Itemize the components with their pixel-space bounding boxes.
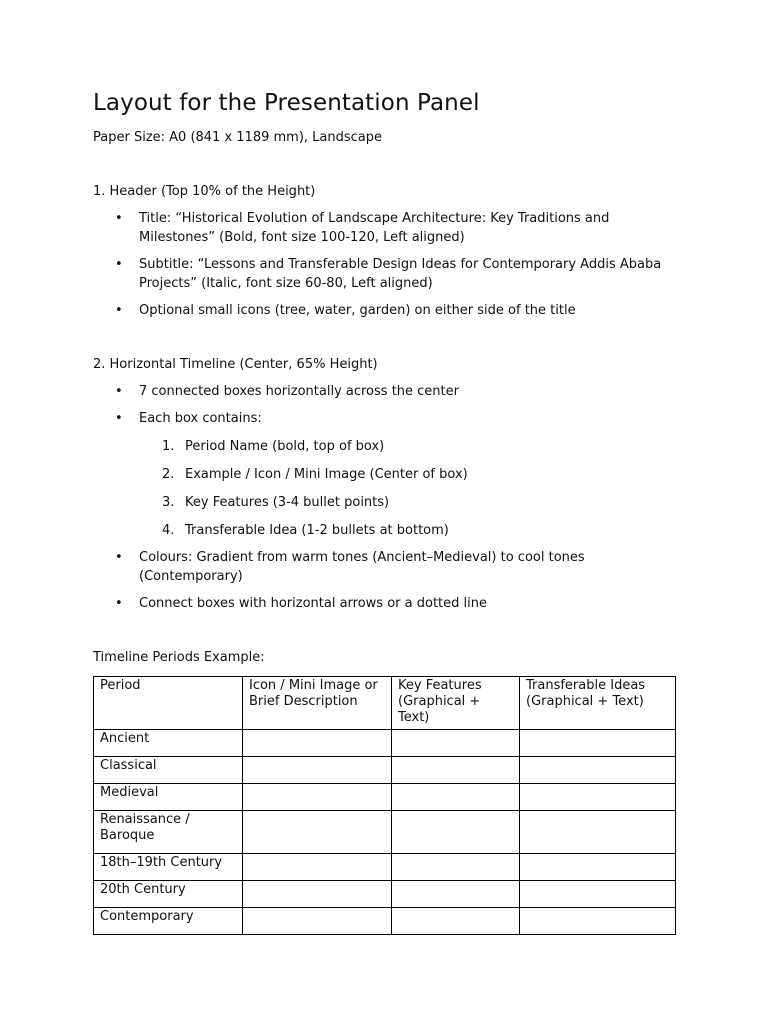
item-text: Key Features (3-4 bullet points): [185, 495, 390, 510]
section-1-heading: 1. Header (Top 10% of the Height): [93, 184, 316, 199]
table-cell: [243, 811, 392, 854]
table-cell: [392, 854, 520, 881]
table-cell: [392, 811, 520, 854]
box-contents-list: [93, 437, 683, 540]
table-row: [94, 811, 676, 854]
table-cell: [243, 784, 392, 811]
numbered-item: [93, 493, 683, 512]
table-cell: [520, 854, 676, 881]
column-header: Period: [94, 677, 243, 730]
table-row: [94, 730, 676, 757]
document-page: [93, 88, 683, 935]
table-row: [94, 854, 676, 881]
column-header: Icon / Mini Image or Brief Description: [243, 677, 392, 730]
bullet-item: • Title: “Historical Evolution of Landscape Architecture: Key Traditions and Milestones” (Bold, font size 100-120, Left aligned): [93, 209, 683, 247]
period-cell: Medieval: [94, 784, 243, 811]
timeline-label: Timeline Periods Example:: [93, 650, 265, 665]
item-number: 1.: [162, 439, 175, 454]
table-row: [94, 784, 676, 811]
table-cell: [243, 757, 392, 784]
timeline-periods-table: [93, 676, 676, 935]
table-cell: [520, 811, 676, 854]
table-cell: [243, 881, 392, 908]
table-cell: [392, 784, 520, 811]
document-title: Layout for the Presentation Panel: [93, 90, 480, 116]
bullet-item: • 7 connected boxes horizontally across the center: [93, 382, 683, 401]
column-header: Key Features (Graphical + Text): [392, 677, 520, 730]
table-cell: [520, 784, 676, 811]
column-header: Transferable Ideas (Graphical + Text): [520, 677, 676, 730]
section-1-bullets: [93, 209, 683, 320]
section-2-bullets-b: [93, 548, 683, 613]
bullet-item: • Each box contains:: [93, 409, 683, 428]
numbered-item: [93, 521, 683, 540]
section-2-heading: 2. Horizontal Timeline (Center, 65% Height): [93, 357, 378, 372]
section-2-bullets-a: [93, 382, 683, 428]
numbered-item: [93, 437, 683, 456]
period-cell: Renaissance / Baroque: [94, 811, 243, 854]
table-row: [94, 881, 676, 908]
table-cell: [392, 908, 520, 935]
table-cell: [243, 854, 392, 881]
table-cell: [520, 730, 676, 757]
period-cell: Ancient: [94, 730, 243, 757]
period-cell: Contemporary: [94, 908, 243, 935]
bullet-item: • Connect boxes with horizontal arrows or a dotted line: [93, 594, 683, 613]
period-cell: 20th Century: [94, 881, 243, 908]
table-cell: [520, 757, 676, 784]
table-cell: [392, 757, 520, 784]
table-cell: [392, 881, 520, 908]
item-text: Example / Icon / Mini Image (Center of box): [185, 467, 468, 482]
item-text: Period Name (bold, top of box): [185, 439, 385, 454]
period-cell: 18th–19th Century: [94, 854, 243, 881]
item-number: 3.: [162, 495, 175, 510]
table-row: [94, 908, 676, 935]
bullet-item: • Optional small icons (tree, water, garden) on either side of the title: [93, 301, 683, 320]
table-cell: [392, 730, 520, 757]
paper-size-text: Paper Size: A0 (841 x 1189 mm), Landscape: [93, 130, 383, 145]
table-header-row: [94, 677, 676, 730]
table-cell: [243, 730, 392, 757]
period-cell: Classical: [94, 757, 243, 784]
table-row: [94, 757, 676, 784]
item-text: Transferable Idea (1-2 bullets at bottom): [185, 523, 449, 538]
table-cell: [520, 881, 676, 908]
table-cell: [243, 908, 392, 935]
bullet-item: • Subtitle: “Lessons and Transferable Design Ideas for Contemporary Addis Ababa Projects” (Italic, font size 60-80, Left aligned): [93, 255, 683, 293]
bullet-item: • Colours: Gradient from warm tones (Ancient–Medieval) to cool tones (Contemporary): [93, 548, 683, 586]
item-number: 2.: [162, 467, 175, 482]
table-cell: [520, 908, 676, 935]
numbered-item: [93, 465, 683, 484]
item-number: 4.: [162, 523, 175, 538]
